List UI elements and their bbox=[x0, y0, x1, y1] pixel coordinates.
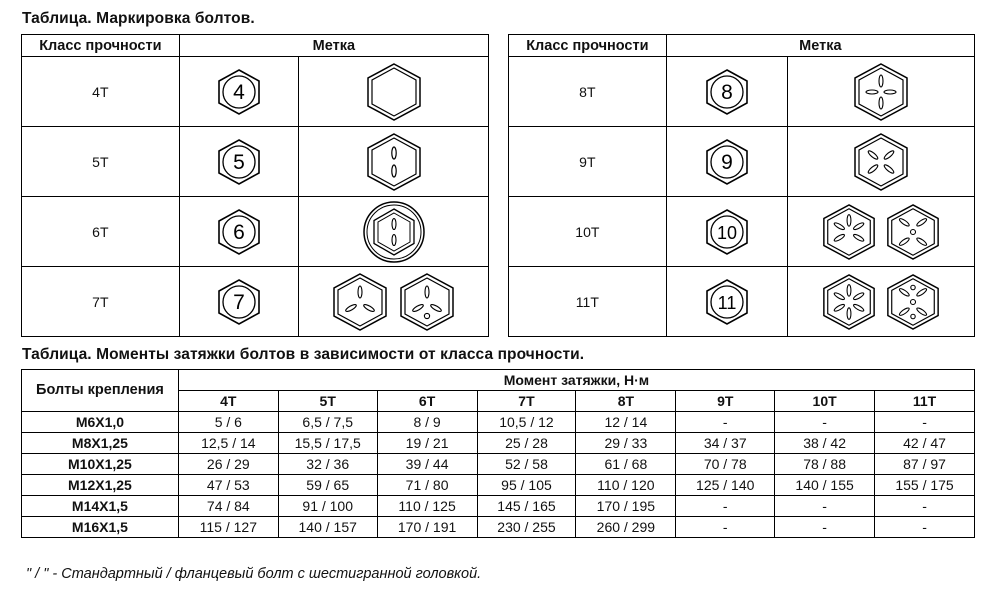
hex-seven-dash-pair-icon bbox=[788, 267, 975, 337]
table-row bbox=[22, 412, 975, 433]
torque-value: 12 / 14 bbox=[576, 412, 676, 433]
marking-row bbox=[509, 197, 975, 267]
torque-value: 155 / 175 bbox=[875, 475, 975, 496]
torque-value: - bbox=[676, 496, 775, 517]
table-row bbox=[22, 454, 975, 475]
torque-value: 61 / 68 bbox=[576, 454, 676, 475]
class-header: 6T bbox=[377, 391, 477, 412]
marking-table-title: Таблица. Маркировка болтов. bbox=[22, 10, 255, 27]
torque-value: 170 / 191 bbox=[377, 517, 477, 538]
class-header: 8T bbox=[576, 391, 676, 412]
hex-number-badge bbox=[704, 208, 750, 256]
hex-number-badge bbox=[216, 68, 262, 116]
torque-value: - bbox=[676, 517, 775, 538]
marking-table-right bbox=[508, 34, 975, 337]
table-row bbox=[22, 475, 975, 496]
class-label: 4T bbox=[22, 57, 180, 127]
badge-number: 9 bbox=[721, 150, 733, 174]
header-class: Класс прочности bbox=[509, 35, 667, 57]
torque-value: 29 / 33 bbox=[576, 433, 676, 454]
class-header: 9T bbox=[676, 391, 775, 412]
badge-number: 11 bbox=[717, 292, 737, 313]
marking-row bbox=[22, 57, 489, 127]
torque-value: 140 / 157 bbox=[278, 517, 377, 538]
torque-value: - bbox=[875, 517, 975, 538]
torque-value: - bbox=[875, 496, 975, 517]
torque-value: 78 / 88 bbox=[775, 454, 875, 475]
class-label: 10T bbox=[509, 197, 667, 267]
header-mark: Метка bbox=[179, 35, 488, 57]
torque-value: 260 / 299 bbox=[576, 517, 676, 538]
torque-value: 26 / 29 bbox=[178, 454, 278, 475]
class-header: 7T bbox=[477, 391, 576, 412]
marking-row bbox=[22, 127, 489, 197]
torque-value: 34 / 37 bbox=[676, 433, 775, 454]
torque-value: 140 / 155 bbox=[775, 475, 875, 496]
torque-value: 91 / 100 bbox=[278, 496, 377, 517]
table-row bbox=[22, 517, 975, 538]
class-header: 10T bbox=[775, 391, 875, 412]
bolt-header: Болты крепления bbox=[22, 370, 179, 412]
bolt-size: M12X1,25 bbox=[22, 475, 179, 496]
torque-value: 47 / 53 bbox=[178, 475, 278, 496]
bolt-size: M6X1,0 bbox=[22, 412, 179, 433]
torque-value: 8 / 9 bbox=[377, 412, 477, 433]
torque-value: 32 / 36 bbox=[278, 454, 377, 475]
torque-value: - bbox=[775, 496, 875, 517]
torque-value: 145 / 165 bbox=[477, 496, 576, 517]
badge-number: 7 bbox=[233, 290, 245, 314]
torque-value: 115 / 127 bbox=[178, 517, 278, 538]
torque-value: 5 / 6 bbox=[178, 412, 278, 433]
hex-number-badge bbox=[704, 138, 750, 186]
torque-value: 95 / 105 bbox=[477, 475, 576, 496]
class-label: 9T bbox=[509, 127, 667, 197]
bolt-size: M16X1,5 bbox=[22, 517, 179, 538]
torque-value: 19 / 21 bbox=[377, 433, 477, 454]
class-header: 5T bbox=[278, 391, 377, 412]
torque-group-header: Момент затяжки, Н·м bbox=[178, 370, 974, 391]
torque-value: - bbox=[775, 412, 875, 433]
torque-value: 87 / 97 bbox=[875, 454, 975, 475]
badge-number: 4 bbox=[233, 80, 245, 104]
hex-number-badge bbox=[216, 138, 262, 186]
torque-value: 70 / 78 bbox=[676, 454, 775, 475]
marking-row bbox=[509, 127, 975, 197]
class-label: 6T bbox=[22, 197, 180, 267]
marking-row bbox=[22, 267, 489, 337]
hex-two-dash-icon bbox=[299, 127, 489, 197]
torque-value: 52 / 58 bbox=[477, 454, 576, 475]
class-header: 11T bbox=[875, 391, 975, 412]
hex-five-dash-icon bbox=[788, 127, 975, 197]
hex-number-badge bbox=[704, 278, 750, 326]
plain-hex-head-icon bbox=[299, 57, 489, 127]
class-label: 5T bbox=[22, 127, 180, 197]
marking-row bbox=[509, 57, 975, 127]
hex-three-dash-pair-icon bbox=[299, 267, 489, 337]
bolt-size: M14X1,5 bbox=[22, 496, 179, 517]
torque-value: 110 / 125 bbox=[377, 496, 477, 517]
hex-number-badge bbox=[704, 68, 750, 116]
badge-number: 10 bbox=[717, 222, 738, 243]
hex-four-dash-icon bbox=[788, 57, 975, 127]
class-header: 4T bbox=[178, 391, 278, 412]
torque-value: 74 / 84 bbox=[178, 496, 278, 517]
torque-value: 110 / 120 bbox=[576, 475, 676, 496]
torque-table bbox=[21, 369, 975, 538]
torque-value: 59 / 65 bbox=[278, 475, 377, 496]
badge-number: 6 bbox=[233, 220, 245, 244]
torque-value: 125 / 140 bbox=[676, 475, 775, 496]
footnote: " / " - Стандартный / фланцевый болт с шестигранной головкой. bbox=[26, 566, 482, 582]
flanged-hex-two-dash-icon bbox=[299, 197, 489, 267]
hex-six-dash-pair-icon bbox=[788, 197, 975, 267]
badge-number: 8 bbox=[721, 80, 733, 104]
class-label: 11T bbox=[509, 267, 667, 337]
table-row bbox=[22, 433, 975, 454]
torque-value: 25 / 28 bbox=[477, 433, 576, 454]
torque-value: 38 / 42 bbox=[775, 433, 875, 454]
marking-row bbox=[22, 197, 489, 267]
torque-value: 71 / 80 bbox=[377, 475, 477, 496]
marking-row bbox=[509, 267, 975, 337]
torque-value: 230 / 255 bbox=[477, 517, 576, 538]
torque-value: 12,5 / 14 bbox=[178, 433, 278, 454]
bolt-size: M8X1,25 bbox=[22, 433, 179, 454]
bolt-size: M10X1,25 bbox=[22, 454, 179, 475]
torque-value: 170 / 195 bbox=[576, 496, 676, 517]
header-mark: Метка bbox=[666, 35, 974, 57]
torque-value: - bbox=[676, 412, 775, 433]
torque-value: 10,5 / 12 bbox=[477, 412, 576, 433]
torque-value: 6,5 / 7,5 bbox=[278, 412, 377, 433]
torque-value: 15,5 / 17,5 bbox=[278, 433, 377, 454]
torque-value: - bbox=[775, 517, 875, 538]
header-class: Класс прочности bbox=[22, 35, 180, 57]
torque-value: 39 / 44 bbox=[377, 454, 477, 475]
torque-table-title: Таблица. Моменты затяжки болтов в зависимости от класса прочности. bbox=[22, 346, 585, 363]
class-label: 8T bbox=[509, 57, 667, 127]
torque-value: - bbox=[875, 412, 975, 433]
table-row bbox=[22, 496, 975, 517]
badge-number: 5 bbox=[233, 150, 245, 174]
hex-number-badge bbox=[216, 208, 262, 256]
hex-number-badge bbox=[216, 278, 262, 326]
marking-table-left bbox=[21, 34, 489, 337]
class-label: 7T bbox=[22, 267, 180, 337]
torque-value: 42 / 47 bbox=[875, 433, 975, 454]
